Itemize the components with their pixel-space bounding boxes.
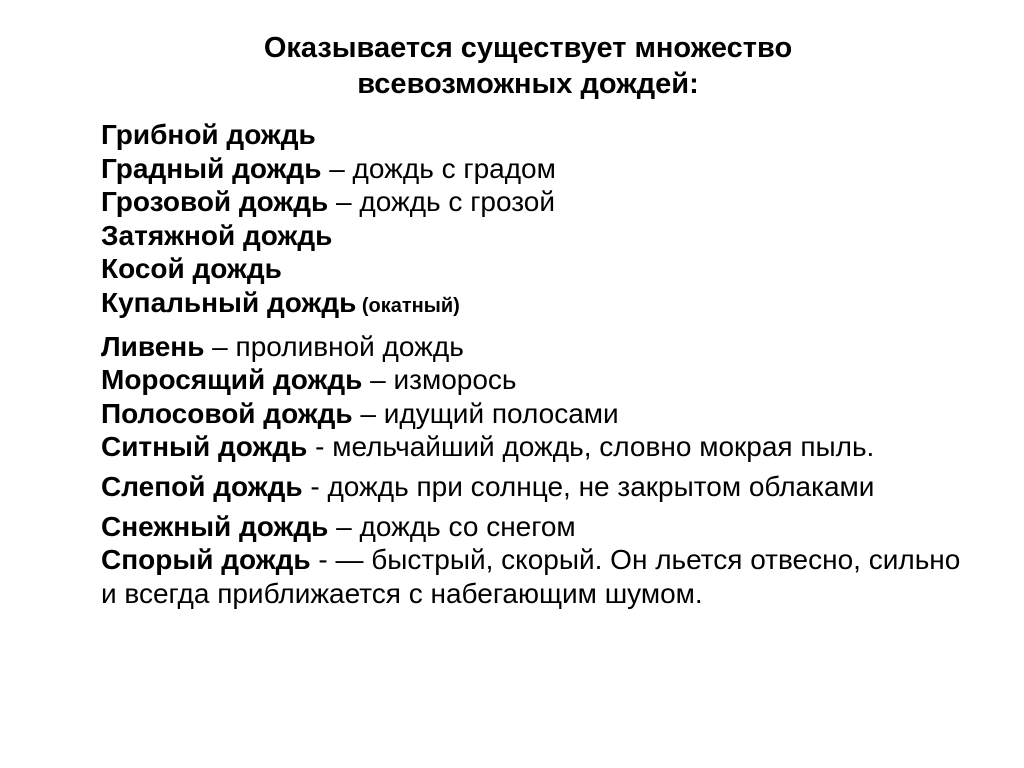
list-item xyxy=(101,152,961,186)
list-item xyxy=(101,118,961,152)
list-item xyxy=(101,397,961,431)
title-line-2: всевозможных дождей: xyxy=(357,68,699,100)
item-term: Грозовой дождь xyxy=(101,186,329,218)
item-term: Косой дождь xyxy=(101,253,282,285)
item-desc: - дождь при солнце, не закрытом облаками xyxy=(302,470,875,502)
list-item xyxy=(101,185,961,219)
list-item xyxy=(101,330,961,364)
item-desc: - мельчайший дождь, словно мокрая пыль. xyxy=(307,431,875,463)
item-desc: – идущий полосами xyxy=(352,397,619,429)
item-desc: - — быстрый, скорый. Он льется отвесно, сильно и всегда приближается с набегающим шумом. xyxy=(101,544,961,609)
list-item xyxy=(101,430,961,464)
list-item xyxy=(101,219,961,253)
list-item xyxy=(101,286,961,324)
item-term: Слепой дождь xyxy=(101,470,303,502)
item-desc: – дождь со снегом xyxy=(328,510,576,542)
list-item xyxy=(101,252,961,286)
item-term: Снежный дождь xyxy=(101,510,329,542)
item-term: Купальный дождь xyxy=(101,286,357,318)
item-term: Затяжной дождь xyxy=(101,219,333,251)
item-desc: – проливной дождь xyxy=(204,330,464,362)
title-line-1: Оказывается существует множество xyxy=(263,32,793,64)
item-term: Ливень xyxy=(101,330,205,362)
list-item xyxy=(101,470,961,504)
item-term: Грибной дождь xyxy=(101,119,316,150)
item-term: Ситный дождь xyxy=(101,431,308,463)
rain-types-list xyxy=(101,118,961,610)
item-desc: – дождь с грозой xyxy=(328,186,555,218)
item-term: Моросящий дождь xyxy=(101,364,363,396)
item-term: Градный дождь xyxy=(101,152,322,184)
list-item xyxy=(101,510,961,544)
list-item xyxy=(101,543,961,610)
item-desc: – дождь с градом xyxy=(321,152,556,184)
slide-title xyxy=(0,30,1024,102)
list-item xyxy=(101,363,961,397)
item-desc: – изморось xyxy=(362,364,517,396)
item-note: (окатный) xyxy=(356,294,460,317)
item-term: Спорый дождь xyxy=(101,544,311,576)
item-term: Полосовой дождь xyxy=(101,397,353,429)
